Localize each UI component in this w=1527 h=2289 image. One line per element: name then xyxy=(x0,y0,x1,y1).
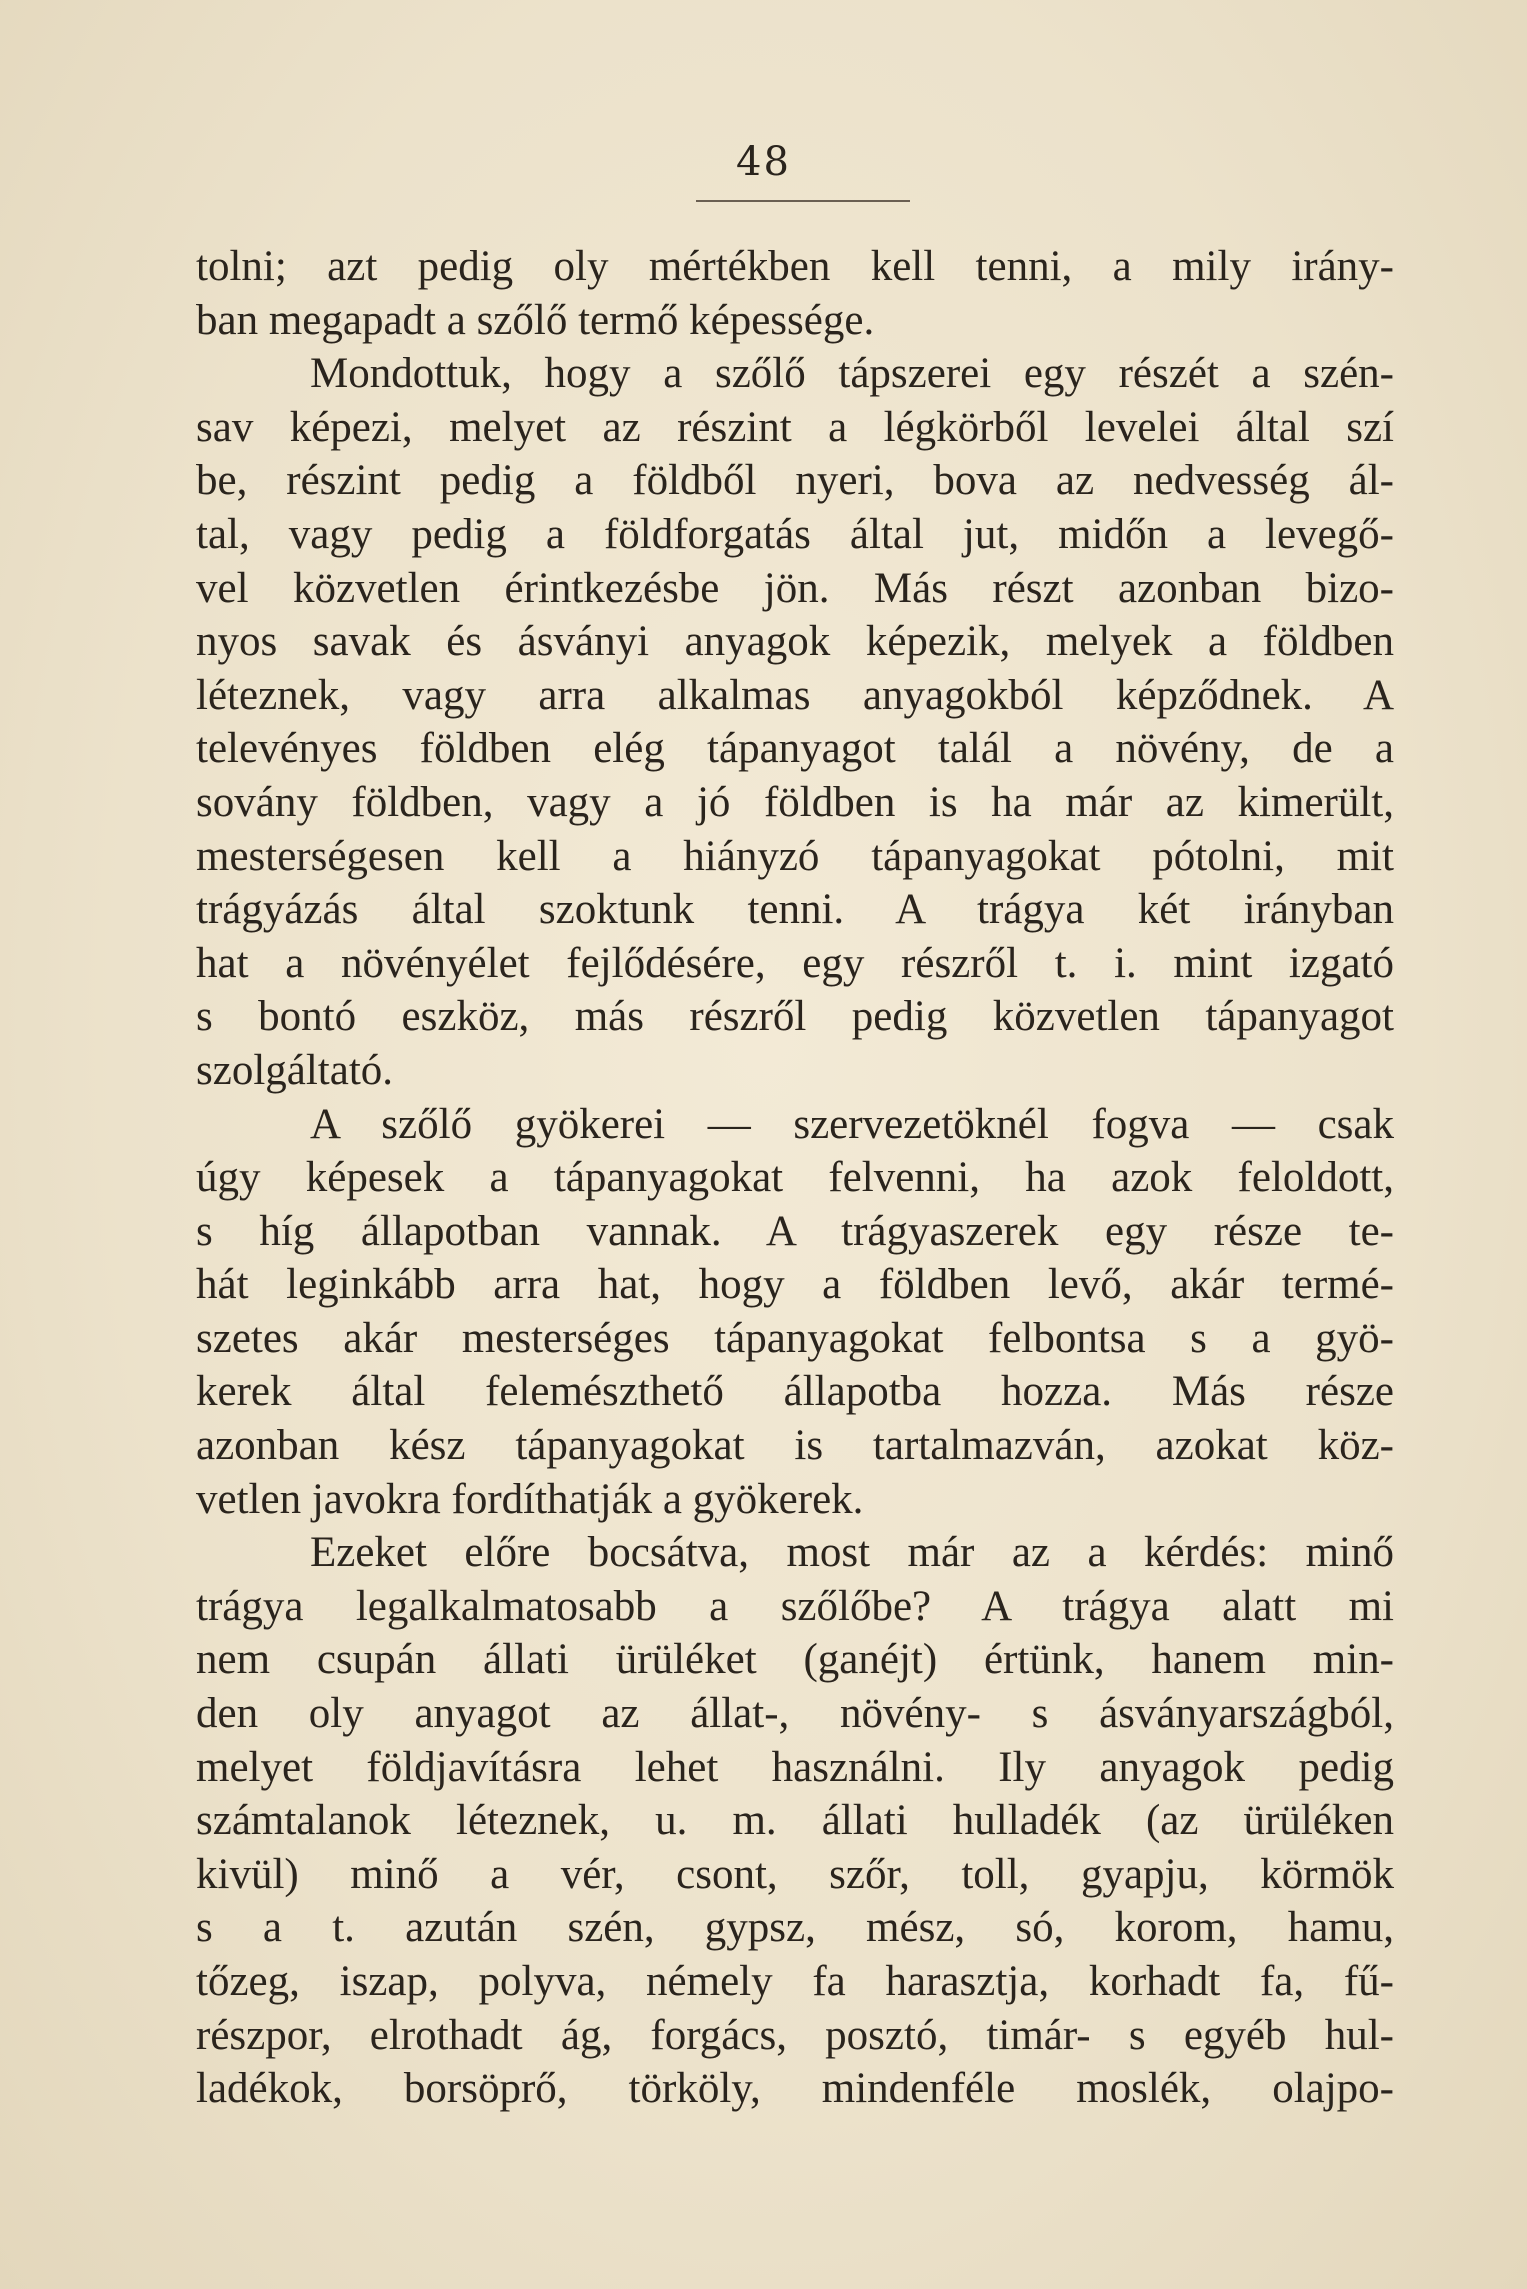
text-line: kivül) minő a vér, csont, szőr, toll, gyapju, körmök xyxy=(196,1850,1394,1898)
text-line: trágyázás által szoktunk tenni. A trágya két irányban xyxy=(196,886,1394,934)
text-line: mesterségesen kell a hiányzó tápanyagokat pótolni, mit xyxy=(196,832,1394,880)
text-line: azonban kész tápanyagokat is tartalmazván, azokat köz- xyxy=(196,1422,1394,1470)
text-line: s híg állapotban vannak. A trágyaszerek egy része te- xyxy=(196,1207,1394,1255)
text-line: számtalanok léteznek, u. m. állati hulladék (az ürüléken xyxy=(196,1797,1394,1845)
text-line: szolgáltató. xyxy=(196,1046,394,1094)
text-line: Mondottuk, hogy a szőlő tápszerei egy részét a szén- xyxy=(310,350,1394,398)
text-line: televényes földben elég tápanyagot talál a növény, de a xyxy=(196,725,1394,773)
text-line: hát leginkább arra hat, hogy a földben levő, akár termé- xyxy=(196,1261,1394,1309)
text-line: nem csupán állati ürüléket (ganéjt) értünk, hanem min- xyxy=(196,1636,1394,1684)
text-line: tőzeg, iszap, polyva, némely fa harasztja, korhadt fa, fű- xyxy=(196,1958,1394,2005)
text-line: ban megapadt a szőlő termő képessége. xyxy=(196,296,875,344)
text-line: vel közvetlen érintkezésbe jön. Más részt azonban bizo- xyxy=(196,564,1394,612)
text-line: trágya legalkalmatosabb a szőlőbe? A trágya alatt mi xyxy=(196,1582,1394,1630)
body-text xyxy=(196,240,1394,2116)
text-line: tolni; azt pedig oly mértékben kell tenni, a mily irány- xyxy=(196,243,1394,290)
text-line: sav képezi, melyet az részint a légkörből levelei által szí xyxy=(196,403,1394,451)
text-line: s a t. azután szén, gypsz, mész, só, korom, hamu, xyxy=(196,1904,1394,1952)
header-rule xyxy=(696,200,910,202)
text-line: ladékok, borsöprő, törköly, mindenféle moslék, olajpo- xyxy=(196,2065,1394,2113)
text-line: sovány földben, vagy a jó földben is ha már az kimerült, xyxy=(196,778,1394,826)
text-line: úgy képesek a tápanyagokat felvenni, ha azok feloldott, xyxy=(196,1154,1394,1202)
text-line: Ezeket előre bocsátva, most már az a kérdés: minő xyxy=(310,1529,1394,1577)
text-line: tal, vagy pedig a földforgatás által jut, midőn a levegő- xyxy=(196,510,1394,558)
text-line: den oly anyagot az állat-, növény- s ásványarszágból, xyxy=(196,1690,1394,1738)
text-line: melyet földjavításra lehet használni. Ily anyagok pedig xyxy=(196,1743,1394,1791)
text-line: be, részint pedig a földből nyeri, bova az nedvesség ál- xyxy=(196,457,1394,505)
text-line: léteznek, vagy arra alkalmas anyagokból képződnek. A xyxy=(196,671,1394,719)
text-line: vetlen javokra fordíthatják a gyökerek. xyxy=(196,1475,864,1523)
text-line: nyos savak és ásványi anyagok képezik, melyek a földben xyxy=(196,618,1394,666)
text-line: A szőlő gyökerei — szervezetöknél fogva — csak xyxy=(310,1100,1394,1148)
text-line: hat a növényélet fejlődésére, egy részről t. i. mint izgató xyxy=(196,939,1394,987)
text-line: s bontó eszköz, más részről pedig közvetlen tápanyagot xyxy=(196,993,1394,1041)
text-line: részpor, elrothadt ág, forgács, posztó, timár- s egyéb hul- xyxy=(196,2011,1394,2059)
page-number: 48 xyxy=(736,139,791,185)
text-line: szetes akár mesterséges tápanyagokat felbontsa s a gyö- xyxy=(196,1314,1394,1362)
text-line: kerek által felemészthető állapotba hozza. Más része xyxy=(196,1368,1394,1416)
